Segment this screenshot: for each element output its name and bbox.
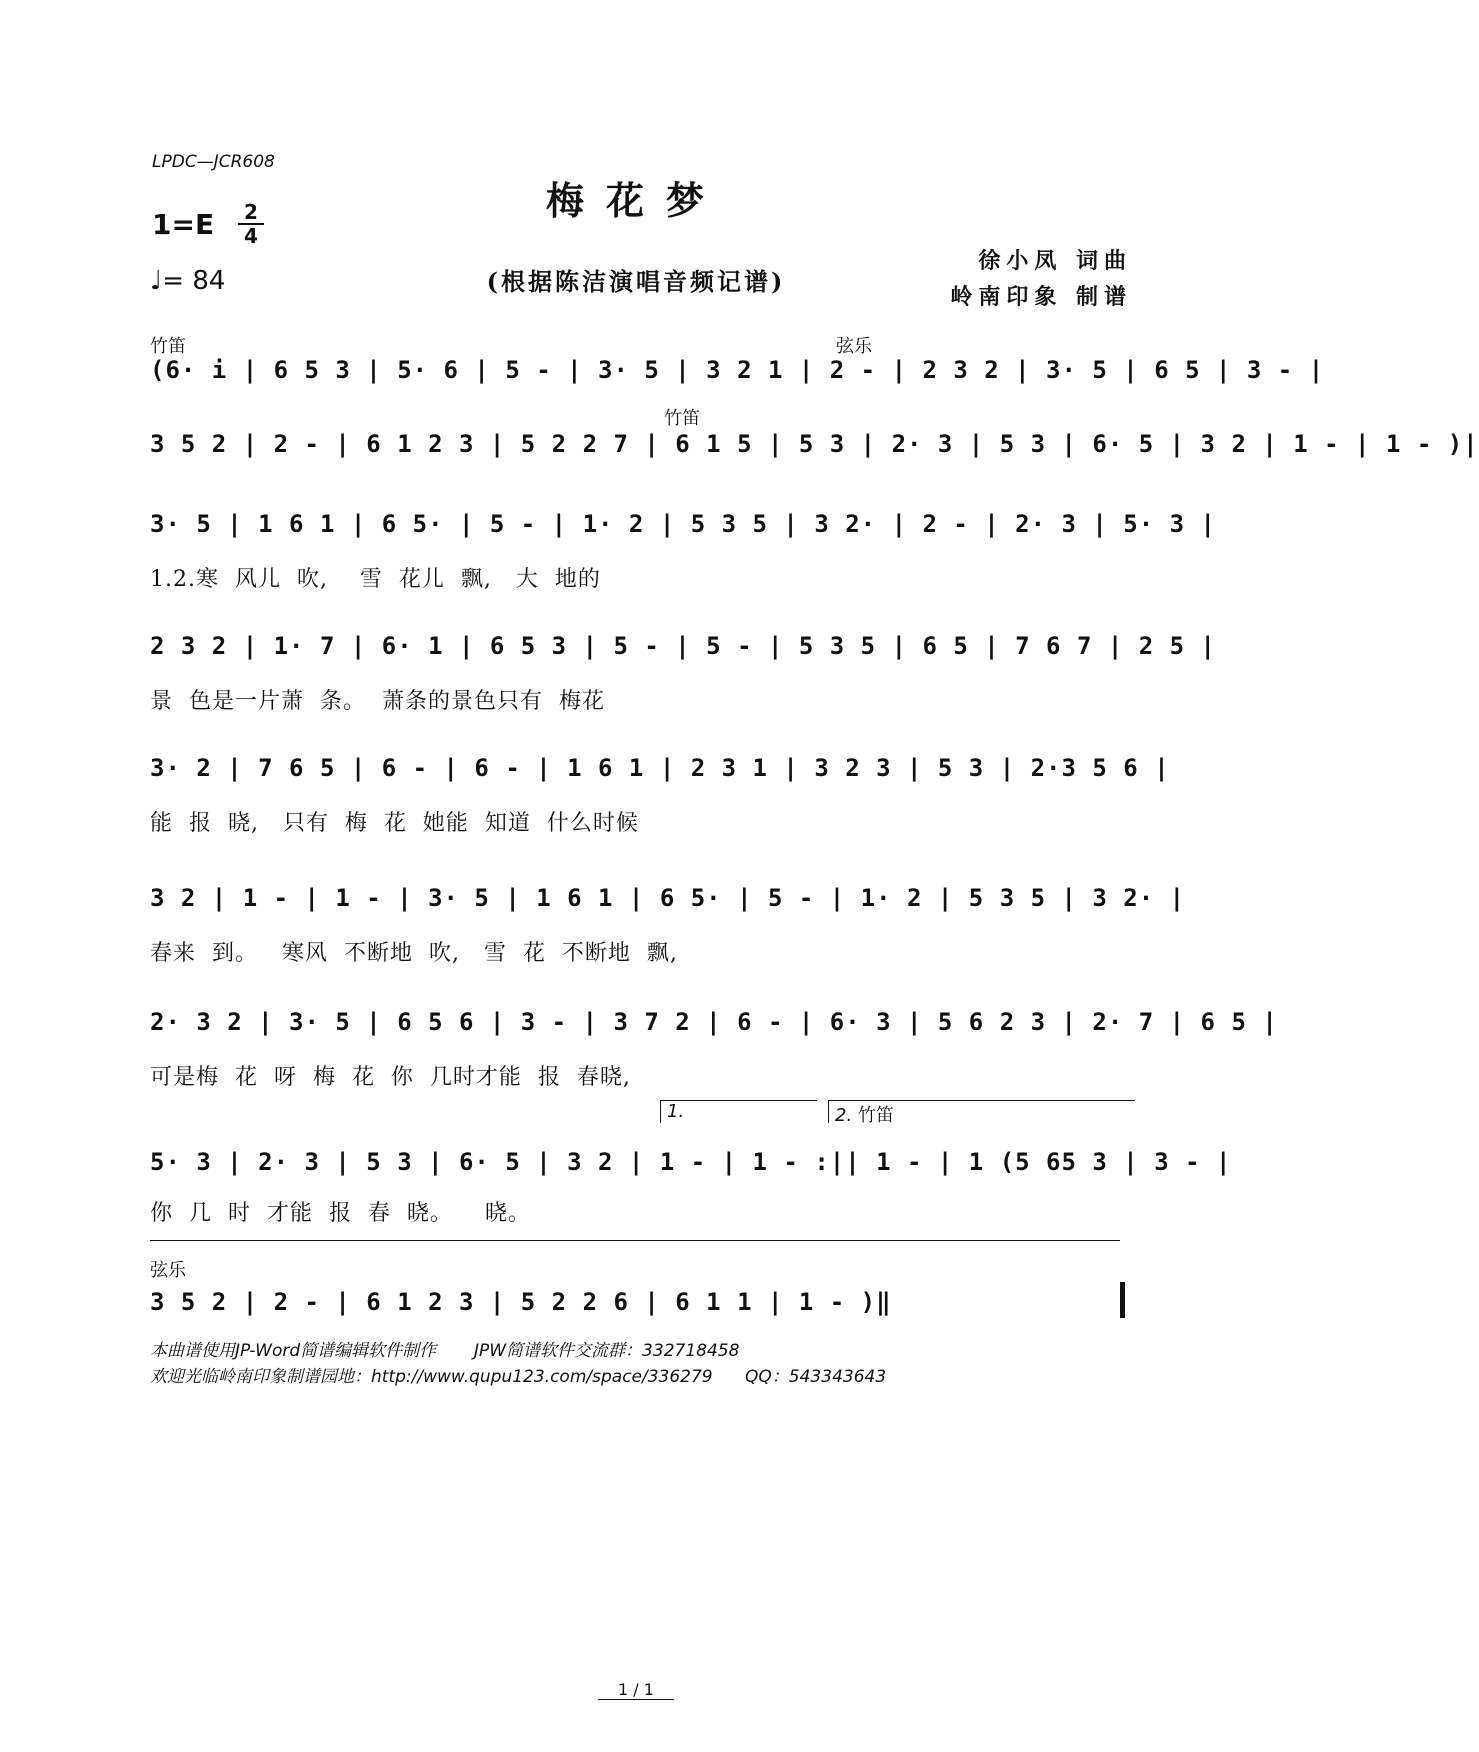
staff-line-7: 2· 3 2 | 3· 5 | 6 5 6 | 3 - | 3 7 2 | 6 - | 6· 3 | 5 6 2 3 | 2· 7 | 6 5 | [150,1008,1278,1036]
staff-line-2: 3 5 2 | 2 - | 6 1 2 3 | 5 2 2 7 | 6 1 5 | 5 3 | 2· 3 | 5 3 | 6· 5 | 3 2 | 1 - | 1 - )| [150,430,1479,458]
lyrics-line-5: 能 报 晓, 只有 梅 花 她能 知道 什么时候 [150,811,639,836]
lyrics-line-4: 景 色是一片萧 条。 萧条的景色只有 梅花 [150,689,605,714]
arranger-credit: 岭南印象 制谱 [950,284,1132,310]
subtitle: (根据陈洁演唱音频记谱) [486,267,786,296]
volta-first-label: 1. [667,1101,685,1122]
lyrics-line-3: 1.2.寒 风儿 吹, 雪 花儿 飘, 大 地的 [150,567,601,592]
staff-line-4: 2 3 2 | 1· 7 | 6· 1 | 6 5 3 | 5 - | 5 - | 5 3 5 | 6 5 | 7 6 7 | 2 5 | [150,632,1216,660]
song-title: 梅花梦 [545,178,726,223]
staff-line-8: 5· 3 | 2· 3 | 5 3 | 6· 5 | 3 2 | 1 - | 1 - :|| 1 - | 1 (5 65 3 | 3 - | [150,1148,1232,1176]
staff-line-1: (6· i | 6 5 3 | 5· 6 | 5 - | 3· 5 | 3 2 1 | 2 - | 2 3 2 | 3· 5 | 6 5 | 3 - | [150,356,1325,384]
volta-second-ending [828,1100,1135,1126]
instrument-label-strings: 弦乐 [836,336,872,357]
staff-line-6: 3 2 | 1 - | 1 - | 3· 5 | 1 6 1 | 6 5· | 5 - | 1· 2 | 5 3 5 | 3 2· | [150,884,1186,912]
document-code: LPDC—JCR608 [152,152,275,172]
composer-credit: 徐小凤 词曲 [978,248,1132,274]
volta-second-label: 2. [835,1105,853,1126]
page-number-text: 1 / 1 [598,1680,674,1700]
lyrics-line-7: 可是梅 花 呀 梅 花 你 几时才能 报 春晓, [150,1065,631,1090]
page-number [0,1680,1272,1699]
time-signature-bottom: 4 [244,224,258,248]
tempo-marking: ♩= 84 [150,266,226,296]
staff-line-3: 3· 5 | 1 6 1 | 6 5· | 5 - | 1· 2 | 5 3 5 | 3 2· | 2 - | 2· 3 | 5· 3 | [150,510,1216,538]
key-signature: 1=E [152,208,215,241]
footer-website-credit: 欢迎光临岭南印象制谱园地：http://www.qupu123.com/space/336279 QQ：543343643 [150,1367,887,1387]
final-barline [1120,1282,1125,1318]
staff-line-9: 3 5 2 | 2 - | 6 1 2 3 | 5 2 2 6 | 6 1 1 | 1 - )‖ [150,1288,892,1316]
lyrics-line-8: 你 几 时 才能 报 春 晓。 晓。 [150,1201,531,1226]
time-signature [238,202,264,246]
instrument-label-bamboo-flute: 竹笛 [150,336,186,357]
volta-first-ending [660,1100,817,1123]
lyrics-line-6: 春来 到。 寒风 不断地 吹, 雪 花 不断地 飘, [150,941,678,966]
instrument-label-bamboo-flute: 竹笛 [857,1105,894,1126]
instrument-label-bamboo-flute: 竹笛 [664,408,700,429]
section-divider [150,1240,1120,1241]
staff-line-5: 3· 2 | 7 6 5 | 6 - | 6 - | 1 6 1 | 2 3 1 | 3 2 3 | 5 3 | 2·3 5 6 | [150,754,1170,782]
footer-software-credit: 本曲谱使用JP-Word简谱编辑软件制作 JPW简谱软件交流群：332718458 [150,1341,740,1361]
instrument-label-strings: 弦乐 [150,1260,186,1281]
time-signature-top: 2 [244,200,258,224]
